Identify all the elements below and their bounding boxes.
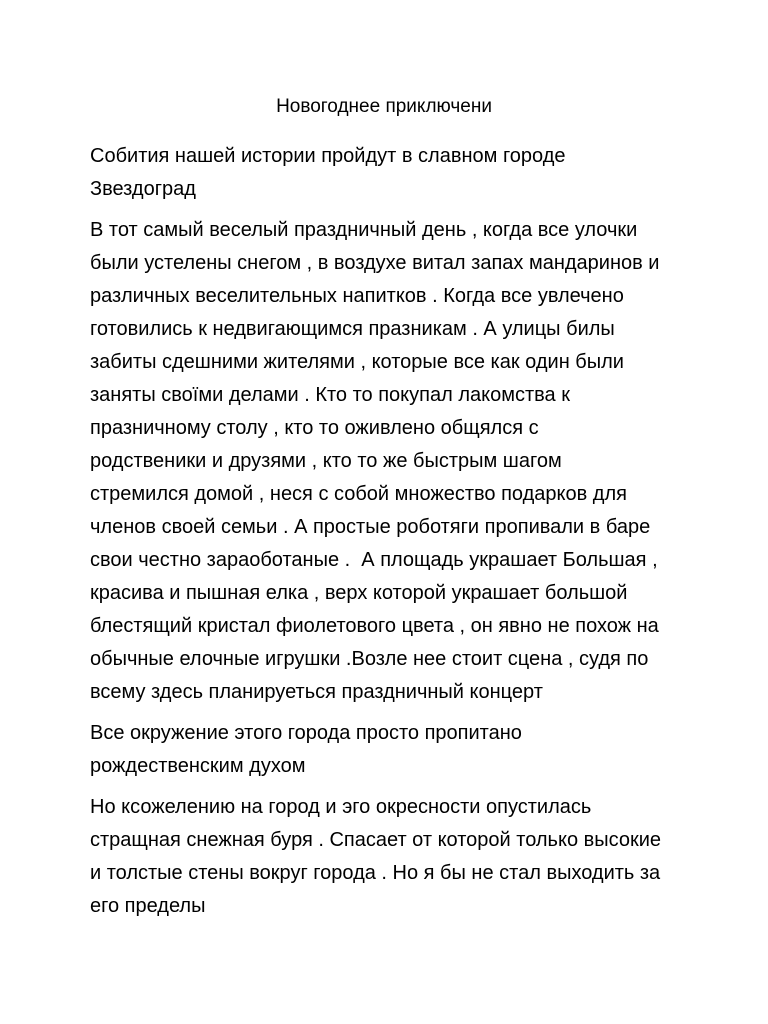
paragraph-line: стремился домой , неся с собой множество подарков для — [90, 483, 627, 505]
paragraph-line: его пределы — [90, 895, 206, 917]
paragraph-line: были устелены снегом , в воздухе витал запах мандаринов и — [90, 252, 660, 274]
paragraph-line: Звездоград — [90, 178, 196, 200]
paragraph-line: Но ксожелению на город и эго окресности опустилась — [90, 796, 592, 818]
paragraph-line: Все окружение этого города просто пропитано — [90, 722, 522, 744]
paragraph-line: различных веселительных напитков . Когда все увлечено — [90, 285, 624, 307]
paragraph-line: свои честно зараоботаные . А площадь украшает Большая , — [90, 549, 658, 571]
paragraph-line: заняты своїми делами . Кто то покупал лакомства к — [90, 384, 570, 406]
paragraph-line: и толстые стены вокруг города . Но я бы не стал выходить за — [90, 862, 661, 884]
paragraph-line: готовились к недвигающимся празникам . А улицы билы — [90, 318, 615, 340]
document-body — [90, 140, 690, 931]
paragraph-line: стращная снежная буря . Спасает от которой только высокие — [90, 829, 662, 851]
paragraph-line: обычные елочные игрушки .Возле нее стоит сцена , судя по — [90, 648, 649, 670]
paragraph-line: всему здесь планируеться праздничный концерт — [90, 681, 543, 703]
paragraph-line: блестящий кристал фиолетового цвета , он явно не похож на — [90, 615, 659, 637]
paragraph-line: членов своей семьи . А простые роботяги пропивали в баре — [90, 516, 651, 538]
paragraph-line: красива и пышная елка , верх которой украшает большой — [90, 582, 628, 604]
paragraph-line: забиты сдешними жителями , которые все как один были — [90, 351, 624, 373]
paragraph-line: празничному столу , кто то оживлено общялся с — [90, 417, 539, 439]
paragraph — [90, 717, 690, 783]
paragraph-line: рождественским духом — [90, 755, 306, 777]
paragraph-line: В тот самый веселый праздничный день , когда все улочки — [90, 219, 638, 241]
document-title: Новогоднее приключени — [276, 96, 492, 117]
paragraph — [90, 214, 690, 709]
paragraph-line: Собития нашей истории пройдут в славном городе — [90, 145, 566, 167]
paragraph — [90, 791, 690, 923]
paragraph-line: родственики и друзями , кто то же быстрым шагом — [90, 450, 562, 472]
paragraph — [90, 140, 690, 206]
